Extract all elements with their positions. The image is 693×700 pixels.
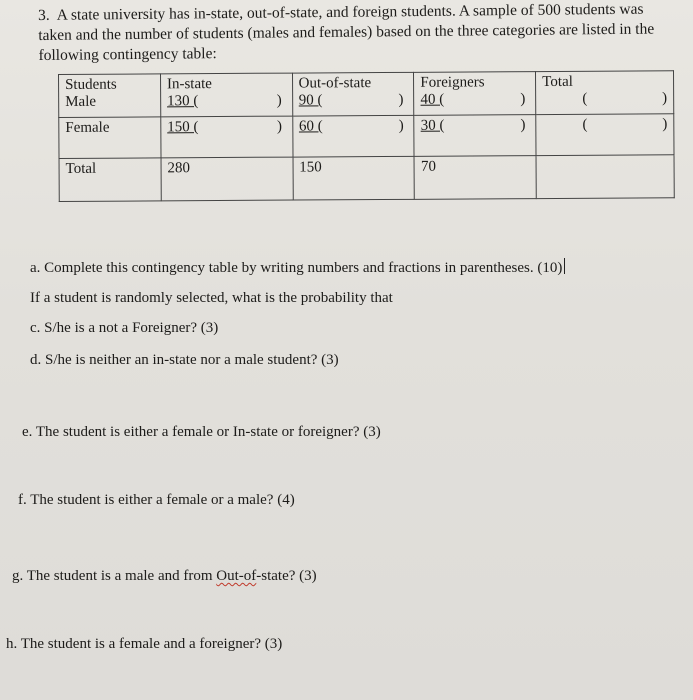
header-outstate-cell	[292, 72, 414, 116]
male-foreign-close: )	[520, 91, 526, 108]
total-foreign-cell	[414, 156, 536, 200]
header-students-cell	[59, 74, 161, 118]
question-f: f. The student is either a female or a male? (4)	[18, 492, 295, 508]
female-outstate-value: 60 (	[298, 118, 323, 135]
female-total-cell	[536, 114, 674, 156]
question-c: c. S/he is a not a Foreigner? (3)	[30, 320, 219, 336]
female-outstate-cell	[292, 115, 414, 157]
question-g	[12, 566, 317, 586]
male-total-open: (	[582, 90, 588, 107]
male-foreign-value: 40 (	[420, 91, 445, 108]
female-foreign-cell	[414, 115, 536, 157]
header-foreign-cell	[414, 72, 536, 116]
header-foreign: Foreigners	[420, 74, 485, 91]
row-label-total: Total	[65, 160, 97, 177]
question-d: d. S/he is neither an in-state nor a male student? (3)	[30, 352, 339, 368]
question-g-post: -state? (3)	[256, 568, 317, 584]
contingency-table	[58, 70, 675, 202]
header-total-cell	[536, 71, 674, 115]
row-label-total-cell	[59, 158, 161, 202]
female-total-close: )	[662, 116, 668, 133]
question-a	[30, 258, 565, 278]
total-outstate-cell	[293, 156, 415, 200]
female-foreign-value: 30 (	[420, 117, 445, 134]
table-row	[59, 114, 674, 159]
female-instate-value: 150 (	[167, 119, 199, 136]
female-total-open: (	[582, 116, 588, 133]
header-outstate: Out-of-state	[298, 75, 372, 92]
question-b: If a student is randomly selected, what is the probability that	[30, 290, 393, 306]
header-instate: In-state	[166, 76, 212, 93]
spellcheck-mark: Out-of	[216, 568, 257, 584]
grand-total-cell	[536, 155, 674, 199]
question-a-text: a. Complete this contingency table by writing numbers and fractions in parentheses. (10)	[30, 260, 563, 276]
problem-text: A state university has in-state, out-of-state, and foreign students. A sample of 500 students was taken and the number of students (males and females) based on the three categories are listed in the following contingency table:	[38, 0, 655, 64]
row-label-female: Female	[65, 119, 110, 136]
header-total: Total	[542, 73, 573, 91]
row-label-male: Male	[65, 93, 97, 110]
row-label-female-cell	[59, 117, 161, 159]
male-outstate-value: 90 (	[298, 92, 323, 109]
header-students: Students	[65, 76, 117, 93]
total-instate-value: 280	[167, 160, 191, 177]
total-foreign-value: 70	[420, 158, 436, 175]
female-outstate-close: )	[398, 117, 404, 134]
header-instate-cell	[160, 73, 292, 117]
text-cursor	[564, 258, 565, 274]
question-h: h. The student is a female and a foreigner? (3)	[6, 636, 283, 652]
male-instate-close: )	[276, 92, 282, 109]
male-instate-value: 130 (	[166, 93, 199, 110]
female-foreign-close: )	[520, 117, 526, 134]
male-total-close: )	[662, 90, 668, 107]
question-g-pre: g. The student is a male and from	[12, 568, 217, 584]
female-instate-cell	[161, 116, 293, 158]
table-row	[59, 155, 674, 202]
question-e: e. The student is either a female or In-state or foreigner? (3)	[22, 424, 381, 440]
female-instate-close: )	[276, 118, 282, 135]
problem-intro	[38, 0, 679, 66]
total-instate-cell	[161, 157, 293, 201]
table-row	[59, 71, 674, 118]
problem-number: 3.	[38, 6, 50, 24]
total-outstate-value: 150	[299, 159, 322, 176]
male-outstate-close: )	[398, 91, 404, 108]
